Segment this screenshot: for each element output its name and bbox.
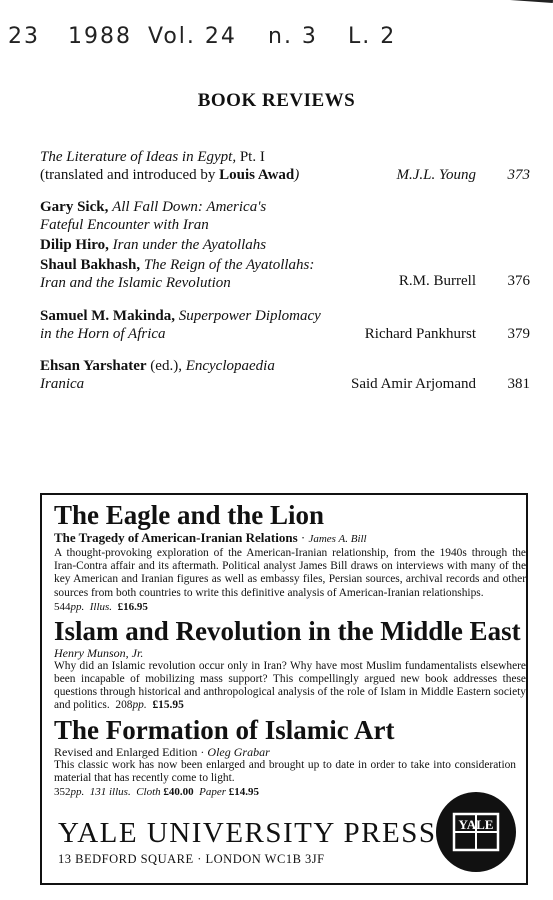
ad-book-body: Why did an Islamic revolution occur only in Iran? Why have most Muslim fundamentalists elsewhere been incapable of mobilizing mass support? This compellingly argued new book addresses these questions through historical and anthropological analysis of the role of Islam in Middle Eastern society and politics.	[54, 659, 526, 712]
page-count: 208	[115, 699, 133, 712]
paper-label: Paper	[199, 786, 227, 799]
book-title: The Literature of Ideas in Egypt,	[40, 149, 237, 165]
reviewer-name: Richard Pankhurst	[364, 326, 476, 342]
page-count: 544	[54, 600, 71, 613]
book-part: Pt. I	[236, 149, 265, 165]
yale-logo-icon	[436, 792, 516, 872]
book-title-cont: in the Horn of Africa	[40, 326, 166, 342]
ad-book-subtitle-line	[54, 530, 526, 547]
credit-prefix: (translated and introduced by	[40, 167, 220, 183]
separator: ·	[197, 744, 208, 759]
book-title: All Fall Down: America's	[112, 199, 267, 215]
page-count: 352	[54, 786, 71, 799]
illus-label: 131 illus.	[89, 786, 131, 799]
ad-book-description: A thought-provoking exploration of the American-Iranian relationship, from the 1940s through the Iran-Contra affair and its aftermath. Political analyst James Bill draws on interviews with many of the key American and Iranian figures as well as embassy files, Persian sources, archival records and other sources from both countries to write this definitive analysis of American-Iranian relationships.	[54, 547, 526, 599]
ad-book-description	[54, 660, 526, 713]
pp-label: pp.	[70, 786, 85, 799]
review-item	[40, 198, 530, 216]
book-title-cont: Fateful Encounter with Iran	[40, 217, 209, 233]
ad-book-author: James A. Bill	[308, 533, 367, 545]
book-title: Superpower Diplomacy	[178, 308, 321, 324]
illus-label: Illus.	[89, 600, 113, 613]
price: £15.95	[152, 699, 184, 712]
ad-book-title: The Formation of Islamic Art	[54, 714, 395, 745]
review-entry	[40, 307, 530, 343]
ad-book-author: Oleg Grabar	[207, 744, 270, 759]
book-author: Samuel M. Makinda,	[40, 308, 176, 324]
page-number: 376	[507, 273, 530, 289]
book-title: The Reign of the Ayatollahs:	[143, 257, 315, 273]
book-author: Shaul Bakhash,	[40, 257, 141, 273]
ad-book-meta	[54, 600, 526, 614]
review-item	[40, 307, 530, 325]
logo-text: YALE	[458, 817, 494, 832]
review-entry	[40, 198, 530, 292]
ad-book-subtitle: The Tragedy of American-Iranian Relations	[54, 530, 298, 545]
cloth-label: Cloth	[136, 786, 161, 799]
reviewer-name: Said Amir Arjomand	[351, 376, 476, 392]
page-number: 373	[507, 167, 530, 183]
handwritten-number: 23	[8, 24, 40, 49]
page-title: BOOK REVIEWS	[197, 90, 356, 111]
pp-label: pp.	[132, 699, 147, 712]
review-title-line	[40, 148, 530, 166]
reviewer-name: R.M. Burrell	[398, 273, 476, 289]
book-title-cont: Iranica	[40, 376, 85, 392]
ad-book-description: This classic work has now been enlarged and brought up to date in order to take into consideration material that has recently come to light.	[54, 758, 516, 784]
reviewer-name: M.J.L. Young	[396, 167, 476, 183]
advertisement-content	[54, 500, 526, 799]
credit-suffix: )	[294, 167, 300, 183]
handwritten-volume: Vol. 24	[148, 24, 237, 49]
cloth-price: £40.00	[163, 786, 194, 799]
review-entry	[40, 148, 530, 184]
review-entry	[40, 357, 530, 393]
book-title-cont: Iran and the Islamic Revolution	[40, 275, 231, 291]
publisher-address: 13 BEDFORD SQUARE · LONDON WC1B 3JF	[58, 852, 325, 866]
price: £16.95	[117, 600, 148, 613]
publisher-name: YALE UNIVERSITY PRESS	[58, 817, 437, 849]
ad-book-title: The Eagle and the Lion	[54, 500, 325, 530]
paper-price: £14.95	[228, 786, 260, 799]
handwritten-year: 1988	[68, 24, 132, 49]
book-author: Ehsan Yarshater	[40, 358, 147, 374]
ad-book-title: Islam and Revolution in the Middle East	[54, 615, 521, 646]
review-item	[40, 236, 530, 254]
editor-mark: (ed.),	[146, 358, 186, 374]
separator: ·	[297, 530, 309, 545]
ad-book-author: Henry Munson, Jr.	[54, 645, 144, 660]
ad-book-subtitle: Revised and Enlarged Edition	[54, 744, 198, 759]
page-number: 381	[507, 376, 530, 392]
book-author: Gary Sick,	[40, 199, 109, 215]
page-corner-edge	[473, 0, 553, 3]
book-author: Dilip Hiro,	[40, 237, 109, 253]
book-title: Encyclopaedia	[185, 358, 275, 374]
handwritten-issue: n. 3	[268, 24, 318, 49]
handwritten-l: L. 2	[348, 24, 397, 49]
page-number: 379	[507, 326, 530, 342]
ad-book-subtitle-line	[54, 745, 526, 759]
book-title: Iran under the Ayatollahs	[112, 237, 267, 253]
pp-label: pp.	[70, 600, 85, 613]
review-item	[40, 357, 530, 375]
translator-name: Louis Awad	[219, 167, 295, 183]
